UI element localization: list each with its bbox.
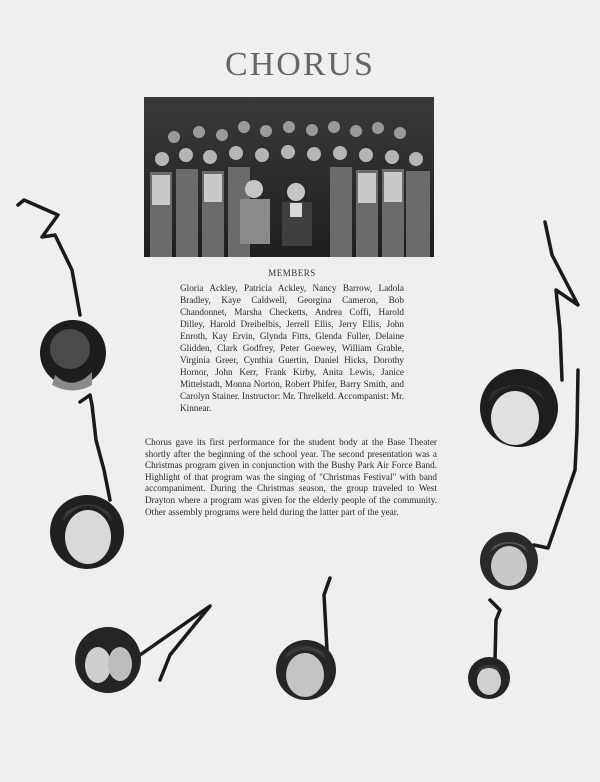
portrait-right-girl [480,369,558,447]
members-list: Gloria Ackley, Patricia Ackley, Nancy Barrow, Ladola Bradley, Kaye Caldwell, Georgina Cameron, Bob Chandonnet, Marsha Checketts, Andrea Coffi, Harold Dilley, Harold Dreibelbis, Jerrell Ellis, Jerry Ellis, John Enroth, Kay Ervin, Glynda Fitts, Glenda Fuller, Delaine Glidden, Clark Godfrey, Peter Goewey, William Grable, Virginia Greer, Cynthia Guertin, Daniel Hicks, Dorothy Hornor, John Kerr, Frank Kirby, Anita Lewis, Janice Mittelstadt, Monna Norton, Robert Phifer, Barry Smith, and Carolyn Stainer. Instructor: Mr. Threlkeld. Accompanist: Mr. Kinnear. [180,283,404,413]
portrait-bottom-right [468,657,510,699]
note-stem-bottom-middle [324,578,330,650]
note-flag-right [545,222,578,380]
note-flag-left [80,395,110,500]
members-heading: MEMBERS [268,268,316,278]
note-flag-top-left [18,200,80,315]
portrait-bottom-middle [276,640,336,700]
portrait-right-boy [480,532,538,590]
chorus-description: Chorus gave its first performance for the student body at the Base Theater shortly after the beginning of the school year. The second presentation was a Christmas program given in conjunction with the Bushy Park Air Force Band. Highlight of that program was the singing of "Christmas Festival" with band accompaniment. During the Christmas season, the group traveled to West Drayton where a program was given for the elderly people of the community. Other assembly programs were held during the latter part of the year. [145,437,437,517]
note-flag-bottom-left [140,606,210,680]
portrait-bottom-left-pair [75,627,141,693]
portrait-left-woman [50,495,124,569]
note-stem-bottom-right [490,600,500,660]
page-title: CHORUS [225,46,375,83]
portrait-top-left [40,320,106,391]
